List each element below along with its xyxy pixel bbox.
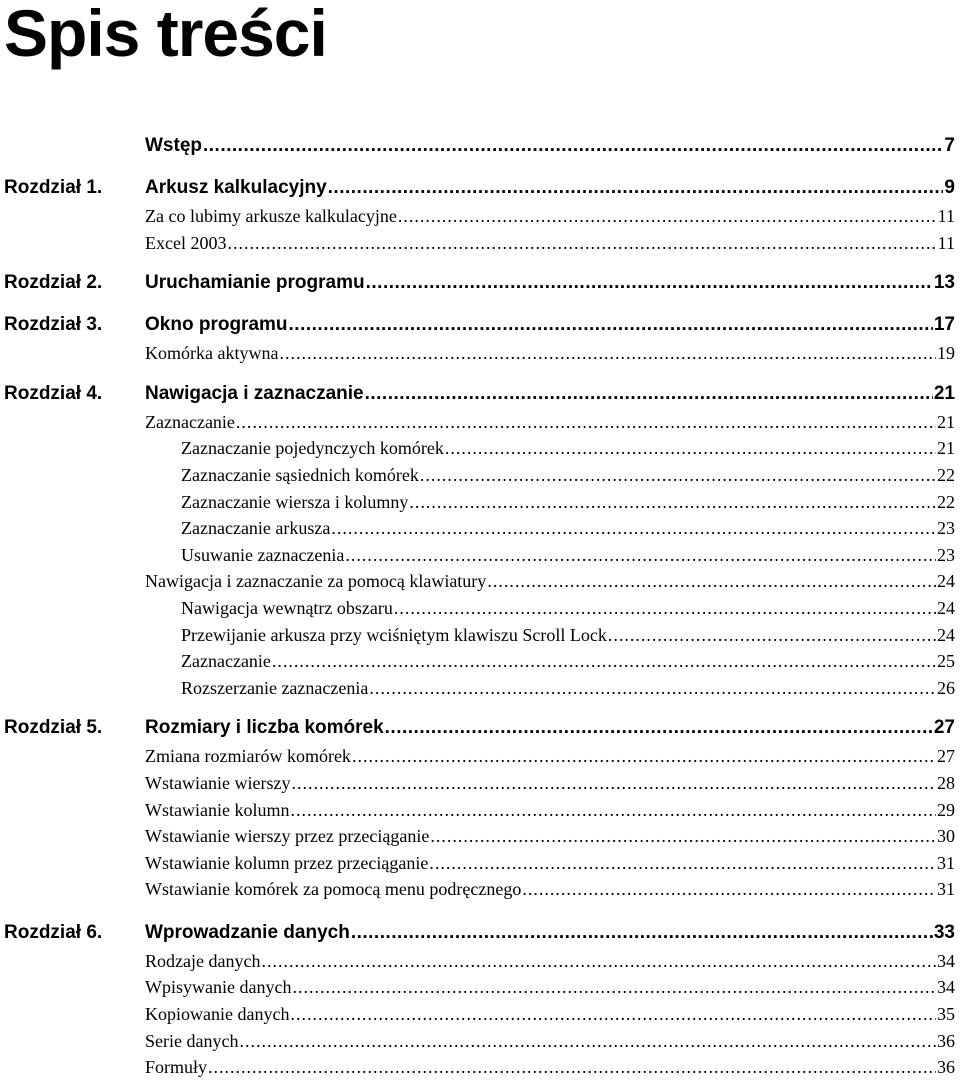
dot-leader: [487, 568, 936, 595]
entry-title: Usuwanie zaznaczenia: [181, 544, 345, 565]
dot-leader: [239, 1028, 936, 1055]
toc-section[interactable]: [145, 743, 955, 770]
entry-title: Excel 2003: [145, 232, 227, 253]
entry-title: Wstawianie kolumn przez przeciąganie: [145, 852, 429, 873]
entry-title: Wpisywanie danych: [145, 977, 292, 998]
page-number: 24: [937, 597, 955, 618]
toc-section[interactable]: [145, 797, 955, 824]
toc-section[interactable]: [145, 568, 955, 595]
toc-subsection[interactable]: [181, 542, 955, 569]
toc-subsection[interactable]: [181, 462, 955, 489]
dot-leader: [345, 542, 936, 569]
page-number: 22: [937, 491, 955, 512]
toc-section[interactable]: [145, 770, 955, 797]
dot-leader: [409, 489, 936, 516]
toc-section[interactable]: [145, 230, 955, 257]
toc-chapter-title[interactable]: [145, 268, 955, 298]
toc-chapter-title[interactable]: [145, 379, 955, 409]
toc-subsection[interactable]: [181, 435, 955, 462]
page-number: 24: [937, 571, 955, 592]
page-number: 36: [937, 1057, 955, 1078]
toc-section[interactable]: [145, 1028, 955, 1055]
page-number: 9: [944, 177, 955, 198]
toc-section[interactable]: [145, 823, 955, 850]
dot-leader: [352, 743, 936, 770]
page-number: 34: [937, 977, 955, 998]
page-number: 23: [937, 518, 955, 539]
page-number: 17: [933, 314, 955, 336]
entry-title: Wprowadzanie danych: [145, 921, 350, 943]
toc-subsection[interactable]: [181, 515, 955, 542]
dot-leader: [445, 435, 936, 462]
entry-title: Zmiana rozmiarów komórek: [145, 746, 351, 767]
dot-leader: [366, 268, 933, 298]
entry-title: Nawigacja i zaznaczanie za pomocą klawiatury: [145, 571, 487, 592]
dot-leader: [394, 595, 936, 622]
toc-section[interactable]: [145, 974, 955, 1001]
entry-title: Wstawianie kolumn: [145, 799, 290, 820]
entry-title: Zaznaczanie sąsiednich komórek: [181, 464, 419, 485]
entry-title: Kopiowanie danych: [145, 1004, 290, 1025]
entry-title: Rozmiary i liczba komórek: [145, 717, 384, 739]
dot-leader: [328, 173, 944, 203]
entry-title: Zaznaczanie wiersza i kolumny: [181, 491, 409, 512]
page-number: 31: [937, 852, 955, 873]
page-number: 24: [937, 624, 955, 645]
toc-chapter-title[interactable]: [145, 713, 955, 743]
toc-section[interactable]: [145, 409, 955, 436]
dot-leader: [203, 131, 943, 161]
toc-section[interactable]: [145, 203, 955, 230]
dot-leader: [208, 1054, 936, 1081]
dot-leader: [385, 713, 933, 743]
toc-section[interactable]: [145, 1001, 955, 1028]
entry-title: Formuły: [145, 1057, 208, 1078]
entry-title: Serie danych: [145, 1030, 239, 1051]
page-number: 22: [937, 464, 955, 485]
toc-subsection[interactable]: [181, 648, 955, 675]
entry-title: Rozszerzanie zaznaczenia: [181, 677, 369, 698]
dot-leader: [236, 409, 936, 436]
toc-subsection[interactable]: [181, 622, 955, 649]
entry-title: Komórka aktywna: [145, 343, 279, 364]
toc-subsection[interactable]: [181, 675, 955, 702]
toc-chapter-title[interactable]: [145, 310, 955, 340]
toc-section[interactable]: [145, 876, 955, 903]
dot-leader: [398, 203, 937, 230]
page-number: 23: [937, 544, 955, 565]
dot-leader: [365, 379, 933, 409]
page-title: Spis treści: [4, 0, 327, 70]
entry-title: Nawigacja i zaznaczanie: [145, 382, 364, 404]
toc-chapter: [0, 131, 960, 161]
dot-leader: [290, 797, 936, 824]
page-number: 31: [937, 879, 955, 900]
page-number: 33: [933, 921, 955, 943]
toc-chapter-title[interactable]: [145, 918, 955, 948]
dot-leader: [420, 462, 936, 489]
entry-title: Zaznaczanie: [181, 651, 271, 672]
page-number: 13: [933, 272, 955, 294]
dot-leader: [292, 974, 936, 1001]
entry-title: Wstawianie wierszy: [145, 772, 291, 793]
entry-title: Za co lubimy arkusze kalkulacyjne: [145, 206, 397, 226]
dot-leader: [279, 340, 936, 367]
dot-leader: [261, 948, 936, 975]
toc-chapter: [0, 173, 960, 256]
toc-chapter-title[interactable]: [145, 131, 955, 161]
toc-chapter-title[interactable]: [145, 173, 955, 203]
page-number: 7: [944, 135, 955, 156]
toc-section[interactable]: [145, 850, 955, 877]
dot-leader: [272, 648, 936, 675]
entry-title: Wstęp: [145, 135, 202, 156]
toc-chapter: [0, 918, 960, 1081]
toc-chapter: [0, 379, 960, 702]
entry-title: Nawigacja wewnątrz obszaru: [181, 597, 393, 618]
chapter-number: Rozdział 1.: [4, 177, 103, 198]
dot-leader: [608, 622, 936, 649]
table-of-contents: [0, 131, 960, 1081]
chapter-number: Rozdział 3.: [4, 314, 103, 336]
toc-chapter: [0, 310, 960, 367]
page-number: 26: [937, 677, 955, 698]
page-number: 21: [937, 411, 955, 432]
entry-title: Okno programu: [145, 314, 288, 336]
page-number: 11: [937, 232, 955, 253]
page-number: 27: [937, 746, 955, 767]
entry-title: Zaznaczanie pojedynczych komórek: [181, 438, 444, 459]
page-number: 35: [937, 1004, 955, 1025]
dot-leader: [369, 675, 936, 702]
entry-title: Przewijanie arkusza przy wciśniętym klawiszu Scroll Lock: [181, 624, 607, 645]
toc-chapter: [0, 713, 960, 903]
chapter-number: Rozdział 4.: [4, 382, 103, 404]
entry-title: Zaznaczanie: [145, 411, 235, 432]
page-number: 30: [937, 826, 955, 847]
entry-title: Arkusz kalkulacyjny: [145, 177, 327, 198]
chapter-number: Rozdział 6.: [4, 921, 103, 943]
dot-leader: [331, 515, 936, 542]
page-number: 11: [937, 206, 955, 226]
page-number: 25: [937, 651, 955, 672]
entry-title: Zaznaczanie arkusza: [181, 518, 331, 539]
toc-subsection[interactable]: [181, 595, 955, 622]
chapter-number: Rozdział 2.: [4, 272, 103, 294]
page-number: 34: [937, 950, 955, 971]
toc-section[interactable]: [145, 1054, 955, 1081]
dot-leader: [430, 823, 936, 850]
dot-leader: [290, 1001, 936, 1028]
toc-chapter: [0, 268, 960, 298]
chapter-number: Rozdział 5.: [4, 717, 103, 739]
dot-leader: [289, 310, 933, 340]
dot-leader: [522, 876, 936, 903]
entry-title: Rodzaje danych: [145, 950, 261, 971]
toc-section[interactable]: [145, 948, 955, 975]
dot-leader: [429, 850, 936, 877]
page-number: 36: [937, 1030, 955, 1051]
page-number: 21: [937, 438, 955, 459]
page-number: 27: [933, 717, 955, 739]
entry-title: Wstawianie wierszy przez przeciąganie: [145, 826, 430, 847]
dot-leader: [351, 918, 933, 948]
page-number: 21: [933, 382, 955, 404]
entry-title: Uruchamianie programu: [145, 272, 365, 294]
dot-leader: [291, 770, 936, 797]
entry-title: Wstawianie komórek za pomocą menu podręcznego: [145, 879, 522, 900]
page-number: 19: [937, 343, 955, 364]
page-number: 28: [937, 772, 955, 793]
toc-subsection[interactable]: [181, 489, 955, 516]
page-number: 29: [937, 799, 955, 820]
toc-section[interactable]: [145, 340, 955, 367]
dot-leader: [227, 230, 936, 257]
